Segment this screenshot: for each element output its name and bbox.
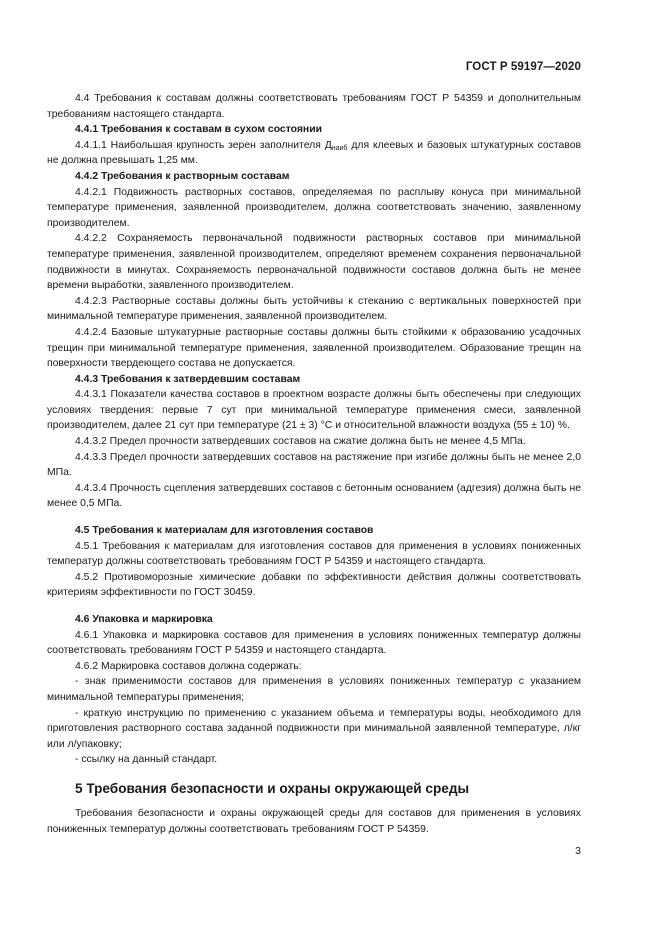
para-4-4-1-1-subscript: наиб xyxy=(331,144,348,152)
para-4-5-2: 4.5.2 Противоморозные химические добавки по эффективности действия должны соответствовать критериям эффективности по ГОСТ 30459. xyxy=(47,571,581,599)
para-4-4-1-1-post: для клеевых и базовых штукатурных составов не должна превышать 1,25 мм. xyxy=(47,139,581,167)
heading-4-4-2: 4.4.2 Требования к растворным составам xyxy=(75,170,290,182)
heading-4-4-3: 4.4.3 Требования к затвердевшим составам xyxy=(75,373,301,385)
heading-4-5: 4.5 Требования к материалам для изготовления составов xyxy=(75,525,374,537)
heading-section-5: 5 Требования безопасности и охраны окружающей среды xyxy=(75,780,470,796)
list-item: - знак применимости составов для применения в условиях пониженных температур с указанием минимальной температуры применения; xyxy=(47,676,581,703)
para-4-5-1: 4.5.1 Требования к материалам для изготовления составов для применения в условиях пониженных температур должны соответствовать требованиям ГОСТ Р 54359 и настоящего стандарта. xyxy=(47,540,581,568)
para-4-4-3-4: 4.4.3.4 Прочность сцепления затвердевших составов с бетонным основанием (адгезия) должна быть не менее 0,5 МПа. xyxy=(47,482,581,510)
list-item: - ссылку на данный стандарт. xyxy=(75,754,218,766)
para-4-4-2-1: 4.4.2.1 Подвижность растворных составов, определяемая по расплыву конуса при минимальной температуре применения, заявленной производителем, должна соответствовать значению, заявленному производителем. xyxy=(47,186,581,229)
list-item: - краткую инструкцию по применению с указанием объема и температуры воды, необходимого для приготовления растворного состава заданной подвижности при минимальной заявленной температуре, л/кг или л/упаковку; xyxy=(47,707,581,750)
page-number: 3 xyxy=(575,845,581,857)
document-id: ГОСТ Р 59197—2020 xyxy=(465,61,581,73)
para-4-4-1-1 xyxy=(47,138,581,169)
para-4-4-2-3: 4.4.2.3 Растворные составы должны быть устойчивы к стеканию с вертикальных поверхностей при минимальной температуре применения, заявленной производителем. xyxy=(47,295,581,323)
document-body xyxy=(47,91,581,837)
para-4-6-2: 4.6.2 Маркировка составов должна содержать: xyxy=(75,660,302,672)
para-4-4-3-2: 4.4.3.2 Предел прочности затвердевших составов на сжатие должна быть не менее 4,5 МПа. xyxy=(75,436,526,448)
para-4-4-3-1: 4.4.3.1 Показатели качества составов в проектном возрасте должны быть обеспечены при следующих условиях твердения: первые 7 сут при минимальной температуре применения смеси, заявленной производителем, далее 21 сут при температуре (21 ± 3) °С и относительной влажности воздуха (55 ± 10) %. xyxy=(47,389,581,432)
para-4-4-3-3: 4.4.3.3 Предел прочности затвердевших составов на растяжение при изгибе должны быть не менее 2,0 МПа. xyxy=(47,451,581,479)
para-4-4-1-1-pre: 4.4.1.1 Наибольшая крупность зерен заполнителя Д xyxy=(75,139,332,151)
para-5: Требования безопасности и охраны окружающей среды для составов для применения в условиях пониженных температур должны соответствовать требованиям ГОСТ Р 54359. xyxy=(47,807,581,835)
para-4-4: 4.4 Требования к составам должны соответствовать требованиям ГОСТ Р 54359 и дополнительным требованиям настоящего стандарта. xyxy=(47,93,581,120)
para-4-6-1: 4.6.1 Упаковка и маркировка составов для применения в условиях пониженных температур должны соответствовать требованиям ГОСТ Р 54359 и настоящего стандарта. xyxy=(47,629,581,657)
para-4-4-2-2: 4.4.2.2 Сохраняемость первоначальной подвижности растворных составов при минимальной температуре применения, заявленной производителем, определяют временем сохранения первоначальной подвижности в минутах. Сохраняемость первоначальной подвижности составов должна быть не менее времени выработки, заявленного производителем. xyxy=(47,233,581,292)
heading-4-6: 4.6 Упаковка и маркировка xyxy=(75,614,213,625)
para-4-4-2-4: 4.4.2.4 Базовые штукатурные растворные составы должны быть стойкими к образованию усадочных трещин при минимальной температуре применения, заявленной производителем. Образование трещин на поверхности твердеющего состава не допускается. xyxy=(47,326,581,370)
heading-4-4-1: 4.4.1 Требования к составам в сухом состоянии xyxy=(75,124,322,136)
